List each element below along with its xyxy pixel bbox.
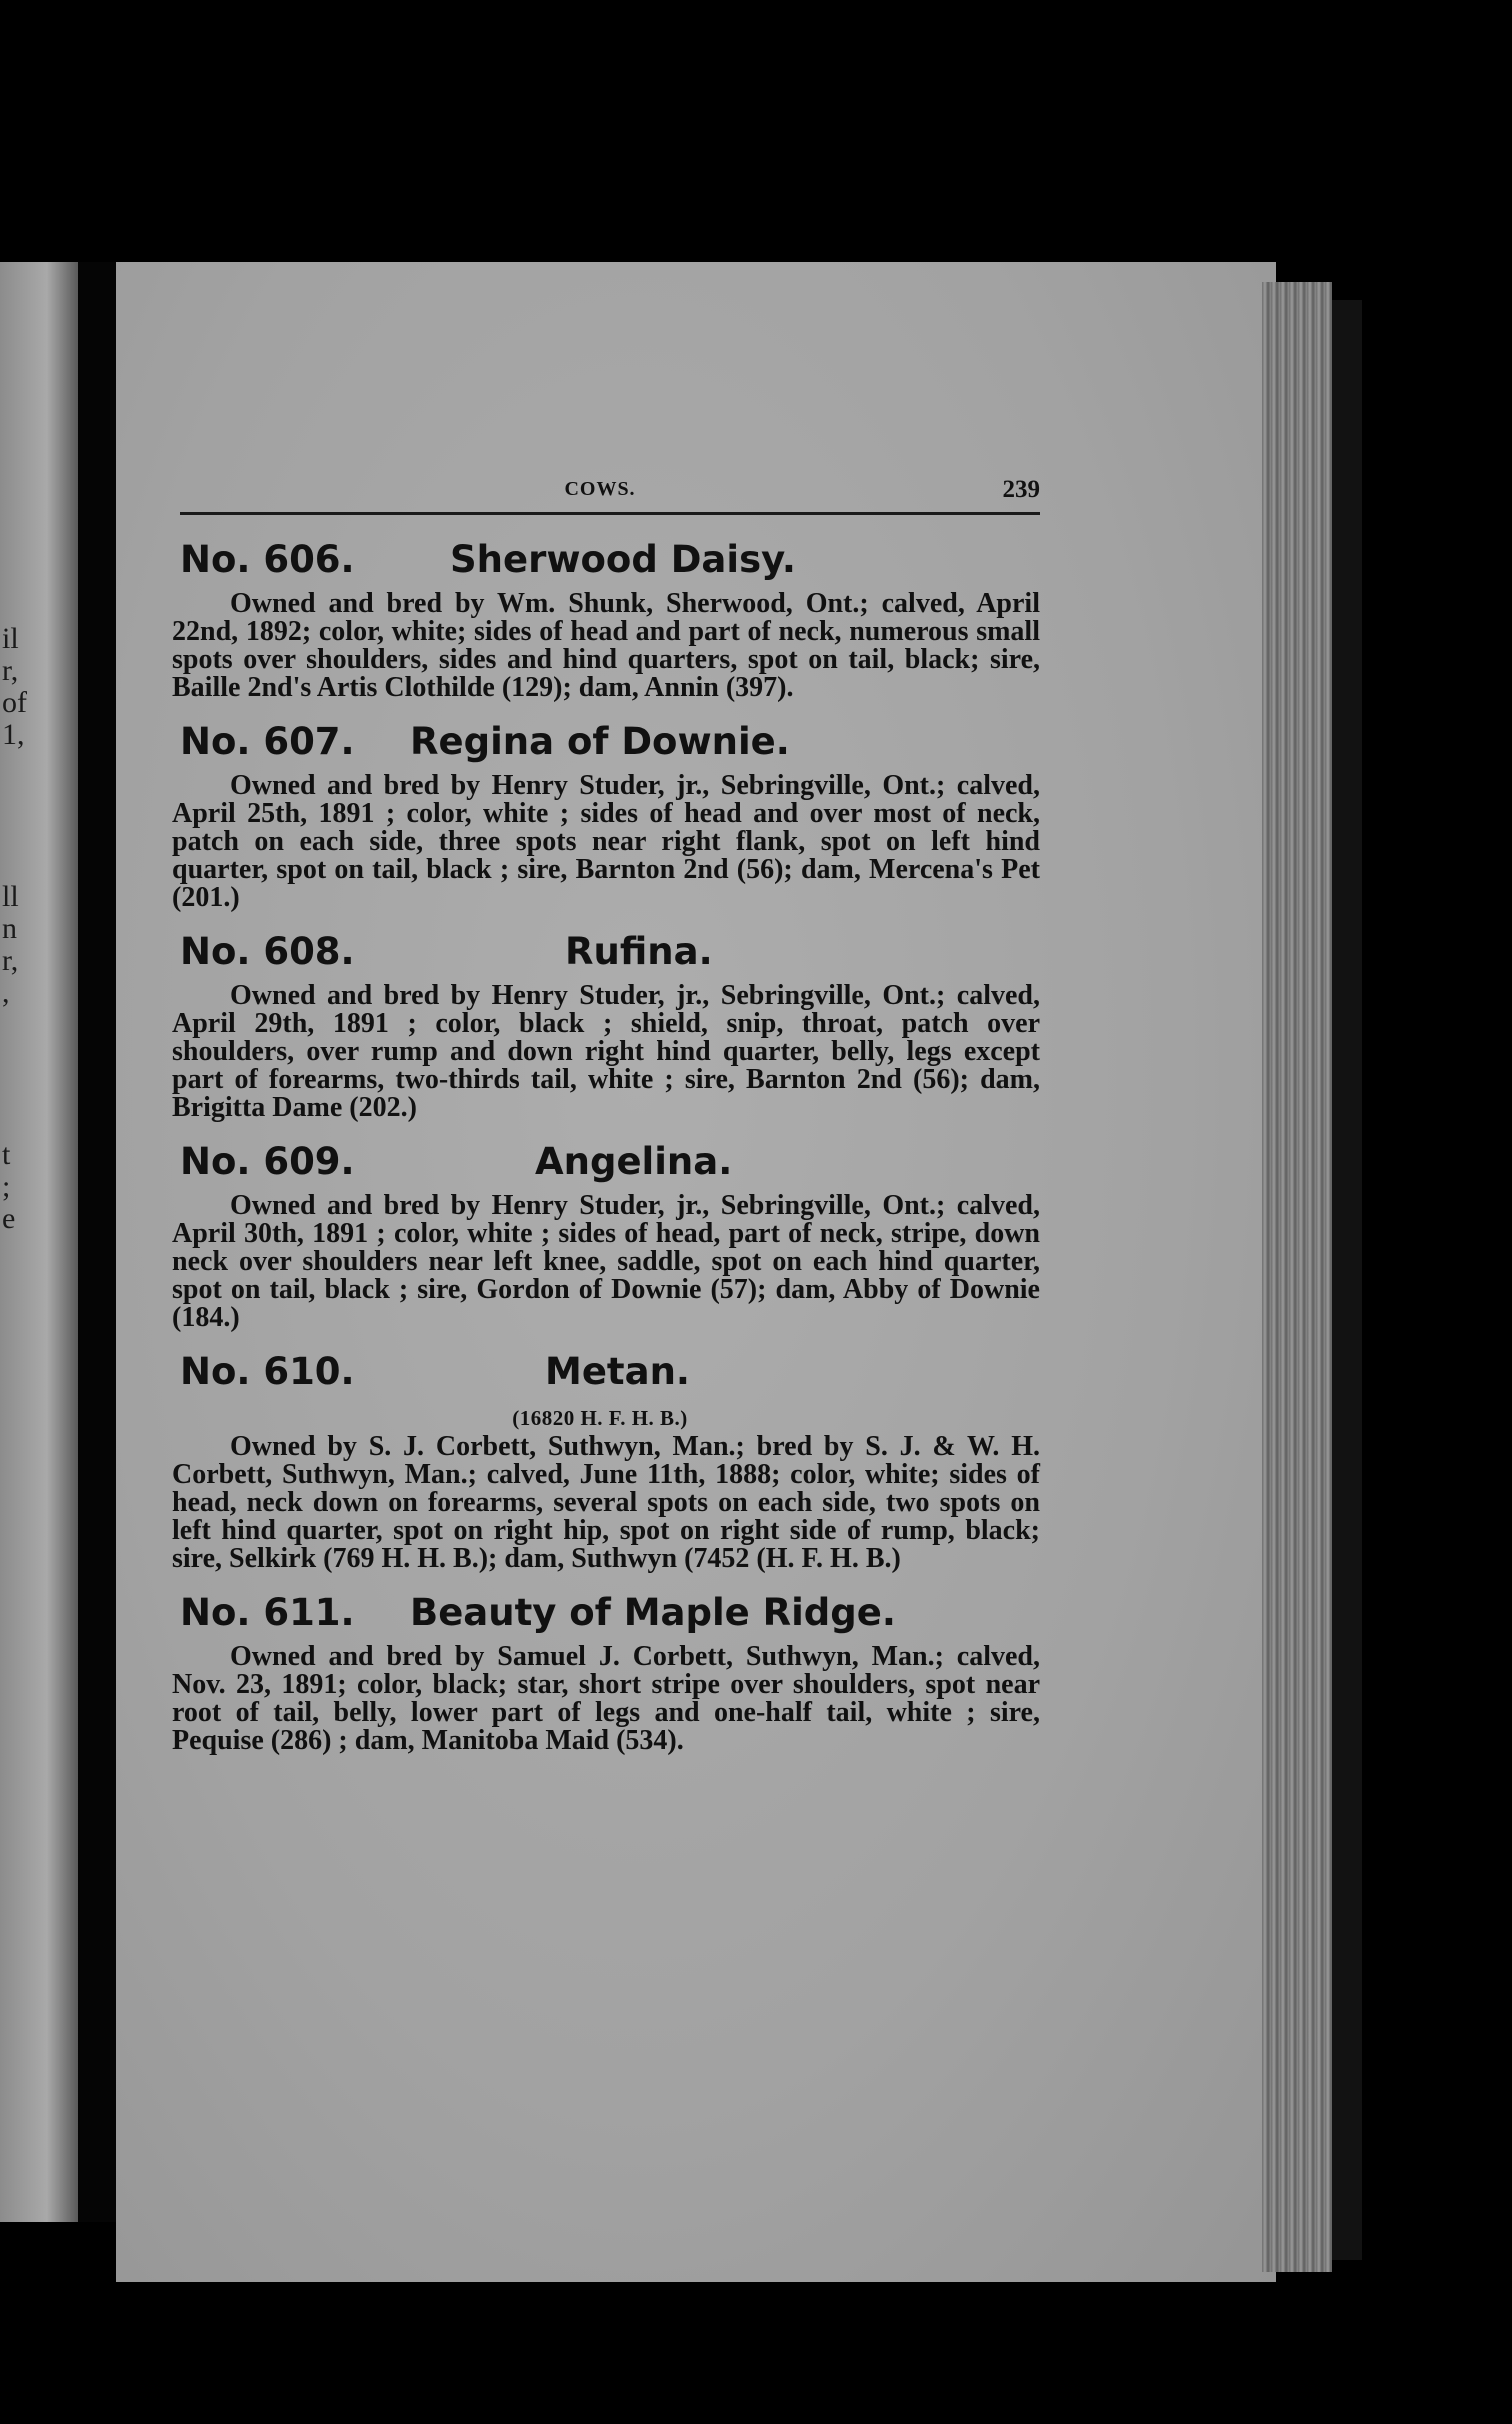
entry-heading bbox=[160, 930, 1040, 982]
facing-page-fragment: , bbox=[2, 976, 10, 1009]
entry-606 bbox=[160, 538, 1040, 702]
facing-page-fragment: of bbox=[2, 686, 27, 719]
facing-page-fragment: ; bbox=[2, 1170, 11, 1203]
facing-page-fragment: ll bbox=[2, 880, 19, 913]
entry-heading bbox=[160, 1350, 1040, 1402]
running-head bbox=[160, 470, 1040, 520]
facing-page-fragment: 1, bbox=[2, 718, 25, 751]
entry-610 bbox=[160, 1350, 1040, 1573]
entry-name: Rufina. bbox=[565, 930, 713, 973]
entry-description: Owned and bred by Samuel J. Corbett, Suthwyn, Man.; calved, Nov. 23, 1891; color, black; star, short stripe over shoulders, spot near root of tail, belly, lower part of legs and one-half tail, white ; sire, Pequise (286) ; dam, Manitoba Maid (534). bbox=[172, 1641, 1040, 1756]
entry-description: Owned and bred by Henry Studer, jr., Sebringville, Ont.; calved, April 29th, 1891 ; color, black ; shield, snip, throat, patch over shoulders, over rump and down right hind quarter, belly, legs except part of forearms, two-thirds tail, white ; sire, Barnton 2nd (56); dam, Brigitta Dame (202.) bbox=[172, 980, 1040, 1123]
entry-number: No. 609. bbox=[180, 1140, 355, 1183]
facing-page-fragment: n bbox=[2, 912, 17, 945]
entry-heading bbox=[160, 1140, 1040, 1192]
page-number: 239 bbox=[1002, 476, 1040, 503]
page-content bbox=[160, 470, 1040, 1755]
entry-name: Sherwood Daisy. bbox=[450, 538, 796, 581]
facing-page-fragment: r, bbox=[2, 944, 19, 977]
entry-number: No. 606. bbox=[180, 538, 355, 581]
entry-607 bbox=[160, 720, 1040, 912]
facing-page-fragment: e bbox=[2, 1202, 16, 1235]
page-edge-shadow bbox=[1332, 300, 1362, 2260]
entry-description: Owned and bred by Wm. Shunk, Sherwood, Ont.; calved, April 22nd, 1892; color, white; sides of head and part of neck, numerous small spots over shoulders, sides and hind quarters, spot on tail, black; sire, Baille 2nd's Artis Clothilde (129); dam, Annin (397). bbox=[172, 588, 1040, 703]
facing-page-fragment: il bbox=[2, 622, 19, 655]
entry-description: Owned and bred by Henry Studer, jr., Sebringville, Ont.; calved, April 30th, 1891 ; color, white ; sides of head, part of neck, stripe, down neck over shoulders near left knee, saddle, spot on each hind quarter, spot on tail, black ; sire, Gordon of Downie (57); dam, Abby of Downie (184.) bbox=[172, 1190, 1040, 1333]
entry-heading bbox=[160, 720, 1040, 772]
facing-page-edge bbox=[0, 262, 78, 2222]
entry-608 bbox=[160, 930, 1040, 1122]
entry-description: Owned and bred by Henry Studer, jr., Sebringville, Ont.; calved, April 25th, 1891 ; color, white ; sides of head and over most of neck, patch on each side, three spots near right flank, spot on left hind quarter, spot on tail, black ; sire, Barnton 2nd (56); dam, Mercena's Pet (201.) bbox=[172, 770, 1040, 913]
page-edges bbox=[1262, 282, 1332, 2272]
entry-heading bbox=[160, 538, 1040, 590]
entry-name: Regina of Downie. bbox=[410, 720, 790, 763]
entry-heading bbox=[160, 1591, 1040, 1643]
entry-name: Angelina. bbox=[535, 1140, 733, 1183]
entry-number: No. 608. bbox=[180, 930, 355, 973]
entry-name: Beauty of Maple Ridge. bbox=[410, 1591, 896, 1634]
facing-page-fragment: t bbox=[2, 1138, 11, 1171]
entry-name: Metan. bbox=[545, 1350, 690, 1393]
entry-description: Owned by S. J. Corbett, Suthwyn, Man.; bred by S. J. & W. H. Corbett, Suthwyn, Man.; calved, June 11th, 1888; color, white; sides of head, neck down on forearms, several spots on each side, two spots on left hind quarter, spot on right hip, spot on right side of rump, black; sire, Selkirk (769 H. H. B.); dam, Suthwyn (7452 (H. F. H. B.) bbox=[172, 1431, 1040, 1574]
header-rule bbox=[180, 512, 1040, 515]
running-title: COWS. bbox=[564, 478, 636, 500]
facing-page-fragment: r, bbox=[2, 654, 19, 687]
entry-number: No. 610. bbox=[180, 1350, 355, 1393]
herd-book-registration: (16820 H. F. H. B.) bbox=[512, 1406, 688, 1430]
entry-number: No. 611. bbox=[180, 1591, 355, 1634]
entry-number: No. 607. bbox=[180, 720, 355, 763]
book-gutter bbox=[78, 262, 116, 2222]
entry-611 bbox=[160, 1591, 1040, 1755]
entry-609 bbox=[160, 1140, 1040, 1332]
